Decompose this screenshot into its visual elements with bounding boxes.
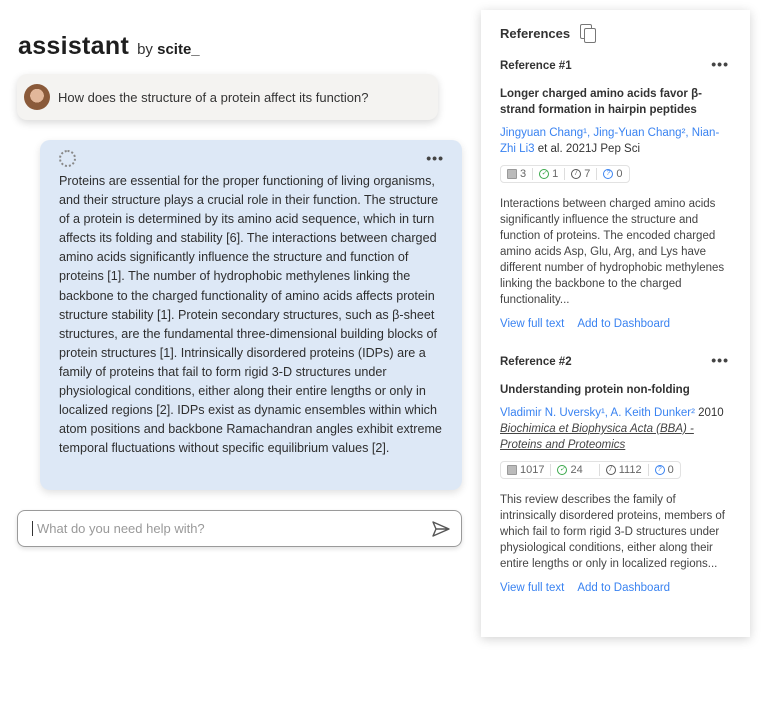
view-full-text-link[interactable]: View full text — [500, 582, 565, 594]
user-question — [17, 74, 438, 120]
reference-more-button[interactable]: ••• — [711, 352, 729, 368]
brand-product: scite_ — [157, 41, 200, 58]
question-icon: ? — [603, 169, 613, 179]
brand-name: assistant — [18, 32, 130, 60]
reference-label: Reference #2 — [500, 356, 572, 368]
add-to-dashboard-link[interactable]: Add to Dashboard — [577, 582, 671, 594]
contrasting-count: 0 — [667, 464, 674, 476]
publications-count: 1017 — [520, 464, 545, 476]
more-options-button[interactable]: ••• — [426, 150, 444, 166]
assistant-answer — [40, 140, 462, 490]
citation-badges[interactable] — [500, 165, 630, 183]
brand-by: by — [137, 41, 153, 58]
reference-label: Reference #1 — [500, 60, 572, 72]
chat-input-box — [17, 510, 462, 547]
mentioning-icon: / — [571, 169, 581, 179]
avatar — [24, 84, 50, 110]
reference-authors[interactable]: Vladimir N. Uversky¹, A. Keith Dunker² — [500, 407, 695, 419]
brand-logo — [18, 32, 200, 61]
publications-icon — [507, 169, 517, 179]
view-full-text-link[interactable]: View full text — [500, 318, 565, 330]
supporting-count: 24 — [570, 464, 583, 476]
supporting-check-icon: ✓ — [557, 465, 567, 475]
answer-text: Proteins are essential for the proper functioning of living organisms, and their structure plays a crucial role in their function. The structure of a protein is determined by its amino acid sequence, which in turn affects its folding and stability [6]. The interactions between charged amino acids significantly influence the structure and function of proteins [1]. The number of hydrophobic methylenes linking the backbone to the charged functionality of amino acids affects protein structure stability [1]. Protein secondary structures, such as β-sheet structures, are the fundamental three-dimensional building blocks of protein structures [1]. Intrinsically disordered proteins (IDPs) are a family of proteins that fail to form rigid 3-D structures under physiological conditions, either along their entire lengths or only in localized regions [2]. IDPs exist as dynamic ensembles within which atom positions and backbone Ramachandran angles exhibit extreme temporal fluctuations without specific equilibrium values [2]. — [59, 174, 442, 456]
reference-abstract: Interactions between charged amino acids significantly influence the structure and function of proteins. The encoded charged amino acids Asp, Glu, Arg, and Lys have different number of hydrophobic methylenes linking the backbone to the charged functionality... — [500, 198, 725, 306]
references-title: References — [500, 25, 571, 41]
copy-icon[interactable] — [580, 24, 596, 42]
chat-input[interactable] — [32, 521, 431, 536]
question-text: How does the structure of a protein affect its function? — [58, 89, 369, 105]
reference-title: Understanding protein non-folding — [500, 384, 690, 396]
supporting-count: 1 — [552, 168, 559, 180]
contrasting-count: 0 — [616, 168, 623, 180]
mentioning-count: 1112 — [618, 464, 642, 476]
mentioning-count: 7 — [584, 168, 591, 180]
reference-card — [500, 56, 731, 330]
reference-card — [500, 352, 731, 594]
reference-journal[interactable]: Biochimica et Biophysica Acta (BBA) - Proteins and Proteomics — [500, 423, 694, 451]
publications-icon — [507, 465, 517, 475]
reference-meta: et al. 2021J Pep Sci — [534, 143, 641, 155]
reference-title: Longer charged amino acids favor β-strand formation in hairpin peptides — [500, 88, 702, 116]
reference-meta: 2010 — [694, 407, 724, 419]
publications-count: 3 — [520, 168, 527, 180]
supporting-check-icon: ✓ — [539, 169, 549, 179]
reference-more-button[interactable]: ••• — [711, 56, 729, 72]
citation-badges[interactable] — [500, 461, 681, 479]
references-panel — [481, 10, 750, 637]
reference-authors[interactable]: Jingyuan Chang¹, Jing-Yuan Chang², Nian-Zhi Li3 — [500, 127, 720, 155]
mentioning-icon: / — [606, 465, 616, 475]
send-icon[interactable] — [431, 519, 451, 539]
add-to-dashboard-link[interactable]: Add to Dashboard — [577, 318, 671, 330]
reference-abstract: This review describes the family of intrinsically disordered proteins, members of which fail to form rigid 3-D structures under physiological conditions, either along their entire lengths or only in localized regions... — [500, 494, 725, 570]
question-icon: ? — [655, 465, 665, 475]
scite-logo-icon — [59, 150, 76, 167]
